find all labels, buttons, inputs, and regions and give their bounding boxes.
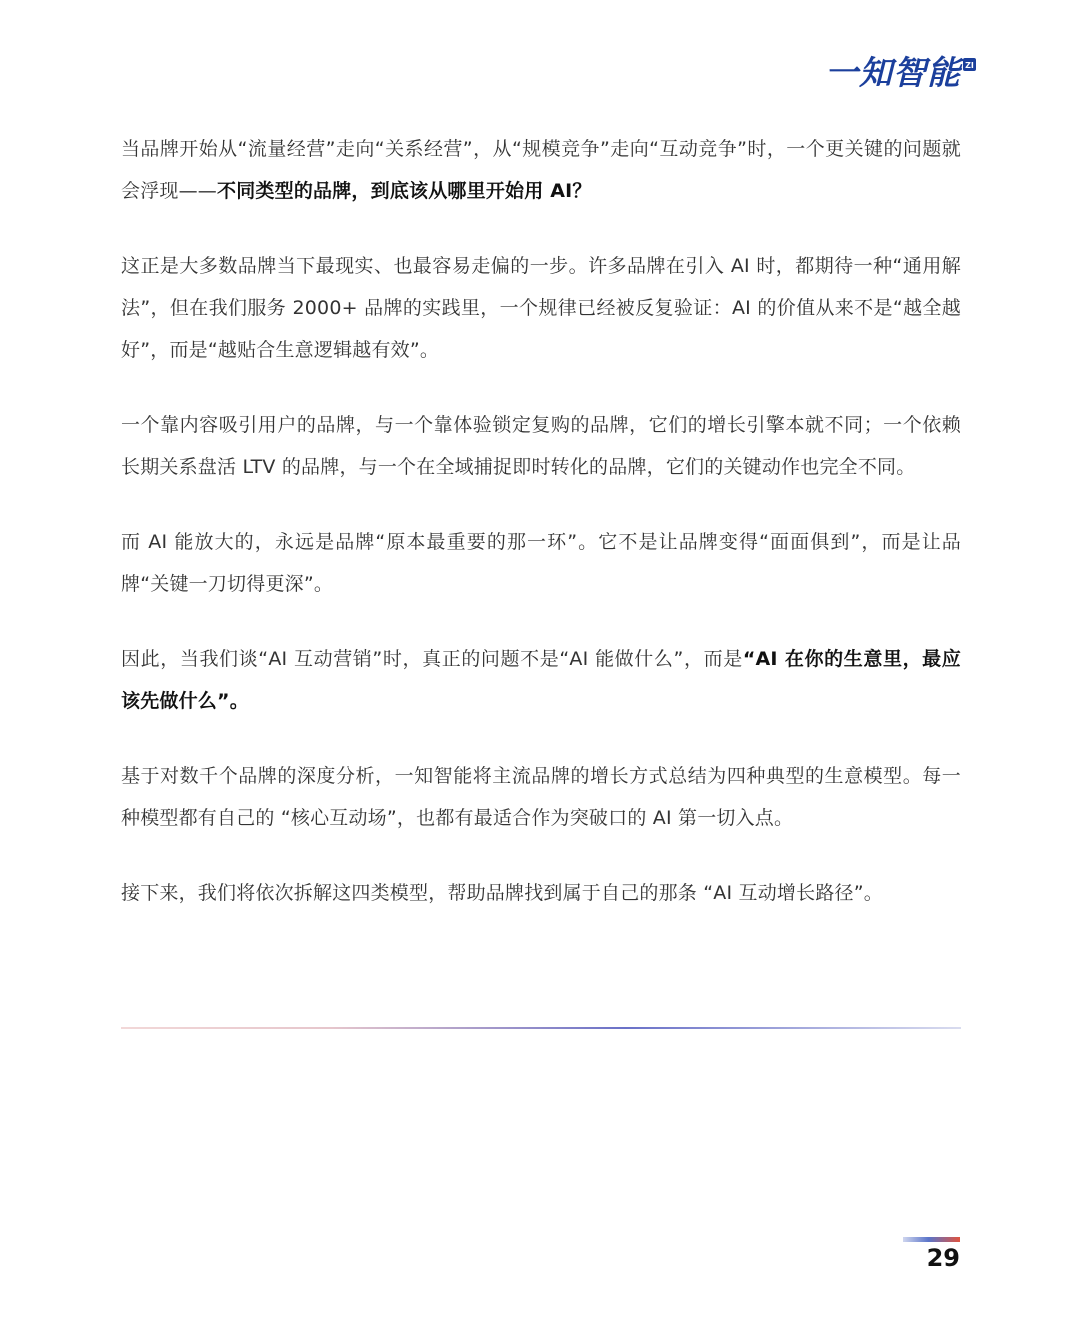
page-number: 29 (926, 1244, 960, 1272)
paragraph-7: 接下来，我们将依次拆解这四类模型，帮助品牌找到属于自己的那条 “AI 互动增长路径”。 (121, 882, 883, 904)
paragraph-2: 这正是大多数品牌当下最现实、也最容易走偏的一步。许多品牌在引入 AI 时，都期待一种“通用解法”，但在我们服务 2000+ 品牌的实践里，一个规律已经被反复验证：AI 的价值从来不是“越全越好”，而是“越贴合生意逻辑越有效”。 (121, 255, 961, 361)
paragraph-1-highlight: 不同类型的品牌，到底该从哪里开始用 AI？ (217, 180, 592, 202)
paragraph-4: 而 AI 能放大的，永远是品牌“原本最重要的那一环”。它不是让品牌变得“面面俱到”，而是让品牌“关键一刀切得更深”。 (121, 531, 961, 595)
page-number-accent-bar (903, 1237, 960, 1242)
brand-logo (825, 53, 976, 92)
paragraph-5-highlight: “AI 在你的生意里，最应该先做什么”。 (121, 648, 961, 712)
paragraph-1 (121, 128, 961, 212)
paragraph-5 (121, 638, 961, 722)
article-body (121, 128, 961, 947)
brand-logo-mark-icon (963, 58, 976, 71)
paragraph-6: 基于对数千个品牌的深度分析，一知智能将主流品牌的增长方式总结为四种典型的生意模型。每一种模型都有自己的 “核心互动场”，也都有最适合作为突破口的 AI 第一切入点。 (121, 765, 961, 829)
brand-logo-mark: ZI (965, 61, 974, 70)
paragraph-5-text: 因此，当我们谈“AI 互动营销”时，真正的问题不是“AI 能做什么”，而是 (121, 648, 743, 670)
brand-logo-text: 一知智能 (825, 53, 961, 92)
paragraph-3: 一个靠内容吸引用户的品牌，与一个靠体验锁定复购的品牌，它们的增长引擎本就不同；一个依赖长期关系盘活 LTV 的品牌，与一个在全域捕捉即时转化的品牌，它们的关键动作也完全不同。 (121, 414, 961, 478)
paragraph-1-text: 当品牌开始从“流量经营”走向“关系经营”，从“规模竞争”走向“互动竞争”时，一个更关键的问题就会浮现—— (121, 138, 961, 202)
section-divider (121, 1027, 961, 1029)
